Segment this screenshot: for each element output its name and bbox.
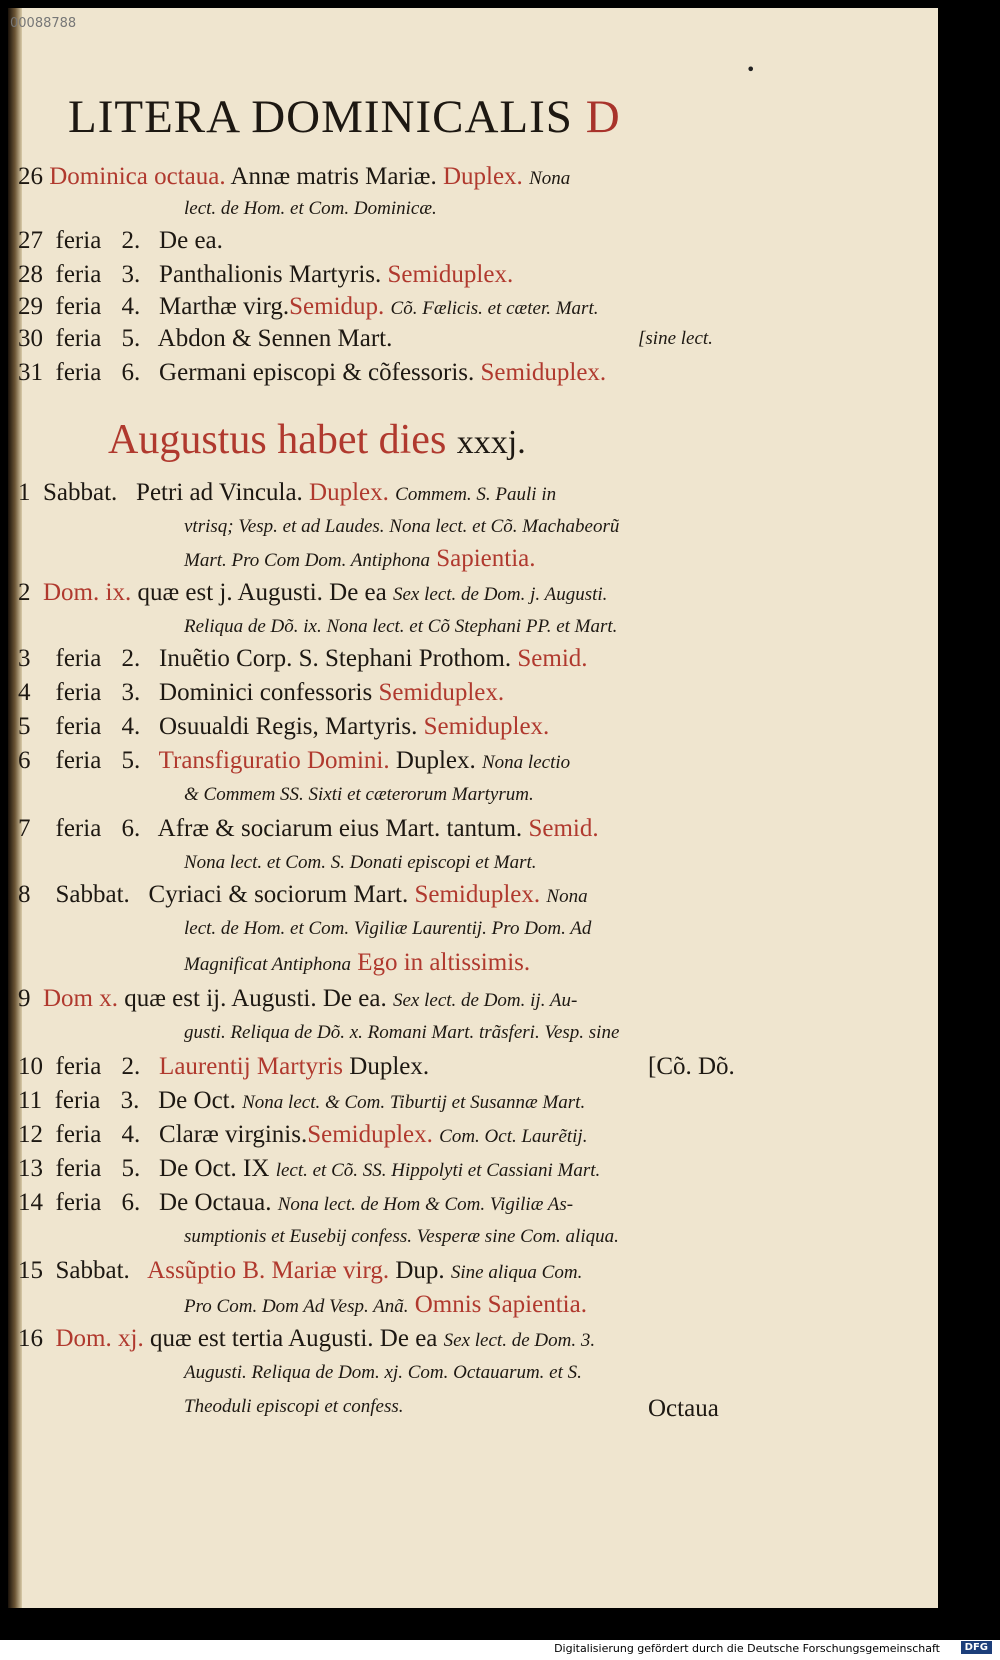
entry-note: [Cõ. Dõ.: [648, 1053, 735, 1080]
entry-day-11: 11 feria 3. De Oct. Nona lect. & Com. Tiburtij et Susannæ Mart.: [18, 1087, 586, 1114]
entry-continuation: Mart. Pro Com Dom. Antiphona Sapientia.: [184, 545, 536, 572]
entry-day-28: 28 feria 3. Panthalionis Martyris. Semiduplex.: [18, 261, 514, 288]
entry-continuation: & Commem SS. Sixti et cæterorum Martyrum.: [184, 784, 534, 805]
entry-continuation: vtrisq; Vesp. et ad Laudes. Nona lect. et Cõ. Machabeorũ: [184, 516, 620, 537]
entry-day-9: 9 Dom x. quæ est ij. Augusti. De ea. Sex lect. de Dom. ij. Au-: [18, 985, 578, 1012]
entry-continuation: Magnificat Antiphona Ego in altissimis.: [184, 949, 531, 976]
dominical-letter: D: [585, 91, 621, 143]
entry-day-15: 15 Sabbat. Assũptio B. Mariæ virg. Dup. Sine aliqua Com.: [18, 1257, 583, 1284]
scan-id: 00088788: [10, 16, 77, 31]
entry-continuation: Reliqua de Dõ. ix. Nona lect. et Cõ Stephani PP. et Mart.: [184, 616, 618, 637]
entry-continuation: lect. de Hom. et Com. Vigiliæ Laurentij. Pro Dom. Ad: [184, 918, 592, 939]
page-title: [68, 90, 621, 144]
entry-day-30: 30 feria 5. Abdon & Sennen Mart.: [18, 325, 393, 352]
entry-day-5: 5 feria 4. Osuualdi Regis, Martyris. Semiduplex.: [18, 713, 550, 740]
entry-day-13: 13 feria 5. De Oct. IX lect. et Cõ. SS. Hippolyti et Cassiani Mart.: [18, 1155, 601, 1182]
entry-continuation: Theoduli episcopi et confess.: [184, 1396, 404, 1417]
entry-continuation: gusti. Reliqua de Dõ. x. Romani Mart. trãsferi. Vesp. sine: [184, 1022, 620, 1043]
entry-day-31: 31 feria 6. Germani episcopi & cõfessoris. Semiduplex.: [18, 359, 607, 386]
entry-day-29: 29 feria 4. Marthæ virg.Semidup. Cõ. Fælicis. et cæter. Mart.: [18, 293, 599, 320]
entry-day-6: 6 feria 5. Transfiguratio Domini. Duplex. Nona lectio: [18, 747, 571, 774]
entry-note: [sine lect.: [638, 328, 713, 349]
entry-day-3: 3 feria 2. Inuẽtio Corp. S. Stephani Prothom. Semid.: [18, 645, 588, 672]
entry-day-26: 26 Dominica octaua. Annæ matris Mariæ. Duplex. Nona: [18, 163, 571, 190]
entry-day-10: 10 feria 2. Laurentij Martyris Duplex.: [18, 1053, 430, 1080]
entry-day-8: 8 Sabbat. Cyriaci & sociorum Mart. Semiduplex. Nona: [18, 881, 588, 908]
entry-continuation: Nona lect. et Com. S. Donati episcopi et Mart.: [184, 852, 537, 873]
entry-day-12: 12 feria 4. Claræ virginis.Semiduplex. Com. Oct. Laurẽtij.: [18, 1121, 588, 1148]
footer-bar: [0, 1640, 1000, 1660]
entry-day-27: 27 feria 2. De ea.: [18, 227, 223, 254]
entry-day-4: 4 feria 3. Dominici confessoris Semiduplex.: [18, 679, 505, 706]
entry-day-2: 2 Dom. ix. quæ est j. Augusti. De ea Sex lect. de Dom. j. Augusti.: [18, 579, 608, 606]
entry-day-16: 16 Dom. xj. quæ est tertia Augusti. De ea Sex lect. de Dom. 3.: [18, 1325, 596, 1352]
dfg-logo: DFG: [961, 1641, 992, 1654]
entry-continuation: Pro Com. Dom Ad Vesp. Anã. Omnis Sapientia.: [184, 1291, 587, 1318]
footer-credit: Digitalisierung gefördert durch die Deutsche Forschungsgemeinschaft: [554, 1642, 940, 1655]
entry-continuation: sumptionis et Eusebij confess. Vesperæ sine Com. aliqua.: [184, 1226, 619, 1247]
entry-day-14: 14 feria 6. De Octaua. Nona lect. de Hom & Com. Vigiliæ As-: [18, 1189, 574, 1216]
entry-day-7: 7 feria 6. Afræ & sociarum eius Mart. tantum. Semid.: [18, 815, 599, 842]
entry-day-1: 1 Sabbat. Petri ad Vincula. Duplex. Commem. S. Pauli in: [18, 479, 557, 506]
page-mark: •: [746, 60, 756, 79]
entry-continuation: Augusti. Reliqua de Dom. xj. Com. Octauarum. et S.: [184, 1362, 582, 1383]
title-text: LITERA DOMINICALIS: [68, 91, 573, 143]
month-heading: Augustus habet dies xxxj.: [108, 417, 526, 463]
entry-continuation: lect. de Hom. et Com. Dominicæ.: [184, 198, 437, 219]
book-page: [8, 8, 938, 1608]
catchword: Octaua: [648, 1395, 719, 1422]
